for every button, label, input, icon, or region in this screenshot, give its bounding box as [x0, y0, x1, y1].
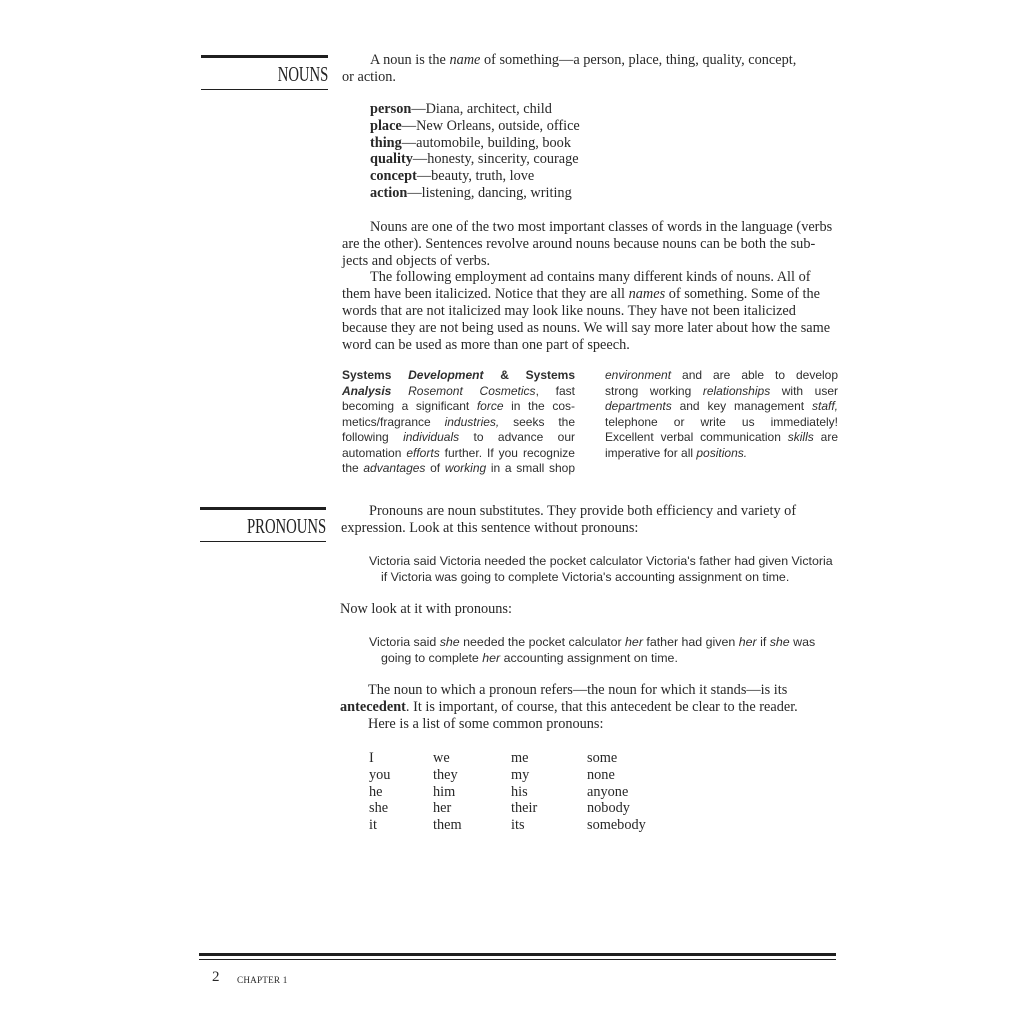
text-run: Victoria said Victoria needed the pocket calculator Victoria's father had given Victoria — [369, 554, 833, 568]
pronoun-cell: its — [511, 817, 525, 834]
pronoun-cell: his — [511, 783, 528, 800]
pronoun-cell: they — [433, 766, 458, 783]
text-run: imperative for all — [605, 445, 697, 460]
text-run: to advance our — [459, 430, 575, 444]
text-line — [342, 461, 575, 477]
footer-rule-thin — [199, 959, 836, 960]
text-run: father had given — [642, 635, 739, 649]
text-line — [342, 303, 832, 320]
italic-text: her — [482, 650, 501, 665]
italic-text: individuals — [403, 430, 460, 444]
employment-ad-left-column — [342, 368, 575, 477]
text-run: needed the pocket calculator — [459, 635, 626, 649]
chapter-label: CHAPTER 1 — [237, 975, 288, 985]
text-run: becoming a significant — [342, 399, 477, 413]
text-run: in a small shop — [486, 461, 575, 475]
pronoun-cell: some — [587, 750, 618, 766]
nouns-heading-text: NOUNS — [277, 62, 328, 86]
italic-text: industries, — [444, 414, 500, 429]
text-line — [342, 430, 575, 446]
text-line — [342, 337, 832, 354]
text-run: —listening, dancing, writing — [407, 184, 572, 201]
pronouns-heading-rule-top — [200, 507, 326, 510]
text-run — [391, 384, 408, 398]
text-run: was — [789, 635, 816, 649]
pronoun-list-intro — [340, 716, 798, 733]
pronoun-cell: her — [433, 800, 452, 817]
text-run: of something—a person, place, thing, quality, concept, — [480, 52, 797, 68]
text-run: Here is a list of some common pronouns: — [368, 715, 604, 732]
text-line — [342, 320, 832, 337]
italic-text: name — [449, 52, 481, 68]
pronoun-cell: somebody — [587, 817, 646, 834]
pronoun-cell: him — [433, 783, 456, 800]
text-run: jects and objects of verbs. — [342, 252, 491, 269]
text-line — [341, 503, 796, 520]
text-run: —automobile, building, book — [401, 134, 571, 151]
pronoun-cell: he — [369, 783, 383, 800]
pronoun-cell: she — [369, 800, 389, 817]
text-run: telephone or write us immediately! — [605, 414, 838, 429]
italic-text: force — [476, 399, 504, 413]
text-line — [342, 236, 832, 253]
nouns-discussion — [342, 219, 832, 353]
pronoun-row — [369, 784, 646, 801]
text-run: Now look at it with pronouns: — [340, 601, 512, 617]
pronoun-row — [369, 817, 646, 834]
text-line — [369, 554, 833, 570]
text-run: Excellent verbal communication — [605, 430, 788, 444]
text-run: automation — [342, 445, 407, 460]
pronouns-heading-text: PRONOUNS — [246, 514, 326, 538]
text-line — [605, 430, 838, 446]
text-run: seeks the — [499, 414, 575, 429]
pronoun-cell: me — [511, 750, 529, 766]
text-run: of — [425, 461, 445, 475]
bold-italic-text: Development — [408, 368, 484, 382]
text-line — [370, 118, 580, 135]
pronoun-cell: we — [433, 750, 450, 766]
text-run: of something. Some of the — [665, 286, 821, 303]
text-line — [605, 368, 838, 384]
nouns-discussion-paragraph — [342, 219, 832, 269]
text-run: further. If you recognize — [439, 445, 575, 460]
text-run: —honesty, sincerity, courage — [412, 151, 579, 168]
pronoun-cell: my — [511, 766, 530, 783]
text-line — [342, 219, 832, 236]
bold-text: thing — [370, 134, 402, 151]
text-line — [369, 651, 815, 667]
bold-text: place — [370, 117, 402, 134]
pronoun-row — [369, 767, 646, 784]
pronoun-row — [369, 750, 646, 767]
pronouns-heading-rule-bottom — [200, 541, 326, 542]
text-run: are — [813, 430, 839, 444]
italic-text: advantages — [363, 461, 426, 475]
bold-text: & Systems — [483, 368, 576, 382]
nouns-heading-rule-top — [201, 55, 328, 58]
text-run: because they are not being used as nouns. We will say more later about how the same — [342, 319, 831, 336]
text-line — [370, 135, 580, 152]
text-line — [340, 601, 512, 618]
pronoun-cell: it — [369, 817, 377, 834]
pronoun-cell: anyone — [587, 783, 629, 800]
text-line — [342, 286, 832, 303]
pronouns-intro-paragraph — [341, 503, 796, 537]
text-run: if Victoria was going to complete Victoria's accounting assignment on time. — [381, 569, 790, 584]
text-line — [369, 635, 815, 651]
text-run: if — [756, 635, 770, 649]
text-run: going to complete — [381, 650, 483, 665]
employment-ad-right-column — [605, 368, 838, 461]
italic-text: positions. — [696, 445, 748, 460]
pronoun-cell: them — [433, 817, 462, 834]
text-run: A noun is the — [370, 52, 450, 68]
pronoun-cell: nobody — [587, 800, 630, 817]
text-line — [369, 570, 833, 586]
nouns-heading — [200, 64, 328, 85]
example-sentence-with-pronouns — [369, 635, 815, 666]
text-line — [340, 716, 798, 733]
text-line — [342, 269, 832, 286]
text-line — [605, 446, 838, 462]
text-line — [605, 384, 838, 400]
pronoun-cell: their — [511, 800, 538, 817]
text-run: them have been italicized. Notice that they are all — [342, 286, 629, 303]
text-line — [342, 368, 575, 384]
italic-text: working — [444, 461, 487, 475]
text-run: in the cos- — [503, 399, 575, 413]
italic-text: environment — [605, 368, 672, 382]
text-line — [370, 101, 580, 118]
pronoun-cell: you — [369, 766, 391, 783]
text-line — [342, 384, 575, 400]
text-run: The following employment ad contains many different kinds of nouns. All of — [370, 269, 811, 286]
nouns-intro-paragraph — [342, 52, 796, 86]
pronoun-cell: none — [587, 766, 615, 783]
text-run: are the other). Sentences revolve around nouns because nouns can be both the sub- — [342, 235, 816, 252]
text-run: expression. Look at this sentence without pronouns: — [341, 519, 639, 536]
nouns-example-list — [370, 101, 580, 202]
text-line — [370, 151, 580, 168]
antecedent-paragraph — [340, 682, 798, 716]
text-run: —New Orleans, outside, office — [401, 117, 580, 134]
italic-text: her — [738, 635, 757, 649]
italic-text: names — [628, 286, 666, 303]
bold-italic-text: Analysis — [342, 383, 392, 398]
bold-text: Systems — [342, 368, 409, 382]
text-line — [341, 520, 796, 537]
text-run: and key management — [671, 399, 812, 413]
nouns-heading-rule-bottom — [201, 89, 328, 90]
text-line — [370, 185, 580, 202]
page-number: 2 — [212, 969, 220, 985]
text-run: accounting assignment on time. — [500, 650, 678, 665]
footer-rule-thick — [199, 953, 836, 956]
italic-text: staff, — [811, 399, 838, 413]
text-run: with user — [770, 383, 838, 398]
text-run: , fast — [535, 383, 575, 398]
nouns-discussion-paragraph — [342, 269, 832, 353]
text-run: words that are not italicized may look like nouns. They have not been italicized — [342, 302, 796, 319]
text-line — [340, 699, 798, 716]
common-pronouns-table — [369, 750, 646, 834]
text-line — [342, 69, 796, 86]
text-run: word can be used as more than one part of speech. — [342, 336, 630, 353]
text-line — [605, 399, 838, 415]
text-line — [342, 52, 796, 69]
text-run: The noun to which a pronoun refers—the noun for which it stands—is its — [368, 682, 788, 698]
text-run: Nouns are one of the two most important classes of words in the language (verbs — [370, 219, 833, 235]
pronoun-cell: I — [369, 750, 374, 766]
bold-text: quality — [370, 151, 413, 168]
text-run: —beauty, truth, love — [416, 168, 535, 185]
text-line — [342, 399, 575, 415]
text-line — [342, 253, 832, 270]
italic-text: departments — [605, 399, 672, 413]
text-run: Victoria said — [369, 635, 440, 649]
text-run: . It is important, of course, that this antecedent be clear to the reader. — [405, 698, 798, 715]
bold-text: antecedent — [340, 698, 406, 715]
text-run: —Diana, architect, child — [411, 101, 552, 117]
text-line — [605, 415, 838, 431]
text-run: or action. — [342, 68, 396, 85]
text-run: and are able to develop — [671, 368, 838, 382]
antecedent-section — [340, 682, 798, 732]
text-run: strong working — [605, 383, 703, 398]
text-line — [340, 682, 798, 699]
with-pronouns-intro — [340, 601, 512, 618]
italic-text: skills — [787, 430, 814, 444]
text-run: metics/fragrance — [342, 414, 445, 429]
text-run: following — [342, 430, 404, 444]
italic-text: Rosemont Cosmetics — [408, 383, 536, 398]
bold-text: concept — [370, 168, 417, 185]
bold-text: person — [370, 101, 412, 117]
pronoun-row — [369, 800, 646, 817]
italic-text: she — [439, 635, 460, 649]
text-run: Pronouns are noun substitutes. They provide both efficiency and variety of — [369, 503, 797, 519]
italic-text: her — [625, 635, 643, 649]
pronouns-heading — [200, 516, 326, 537]
text-line — [370, 168, 580, 185]
bold-text: action — [370, 184, 408, 201]
text-line — [342, 446, 575, 462]
italic-text: she — [769, 635, 790, 649]
text-line — [342, 415, 575, 431]
example-sentence-without-pronouns — [369, 554, 833, 585]
italic-text: efforts — [406, 445, 440, 460]
italic-text: relationships — [702, 383, 771, 398]
text-run: the — [342, 461, 364, 475]
